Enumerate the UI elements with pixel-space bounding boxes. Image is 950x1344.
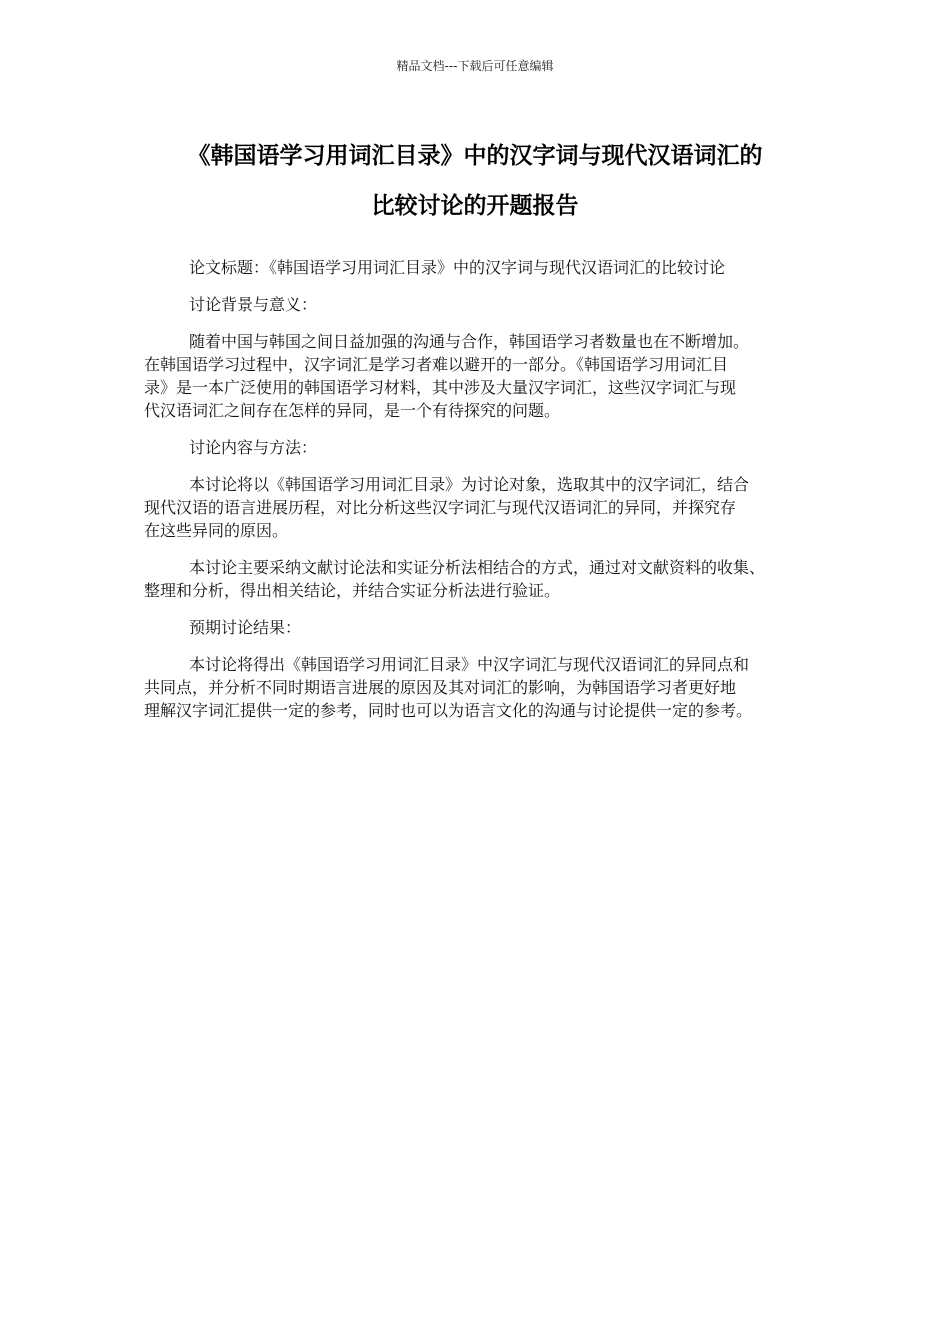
method-paragraph (144, 556, 808, 602)
expected-results-paragraph (144, 653, 808, 722)
paragraph-line: 现代汉语的语言进展历程，对比分析这些汉字词汇与现代汉语词汇的异同，并探究存 (144, 498, 737, 517)
content-paragraph (144, 473, 808, 542)
paragraph-line: 整理和分析，得出相关结论，并结合实证分析法进行验证。 (144, 581, 561, 600)
paragraph-line: 讨论背景与意义： (189, 295, 318, 314)
header-note: 精品文档---下载后可任意编辑 (396, 59, 554, 73)
paragraph-line: 本讨论主要采纳文献讨论法和实证分析法相结合的方式，通过对文献资料的收集、 (189, 558, 766, 577)
paragraph-line: 本讨论将得出《韩国语学习用词汇目录》中汉字词汇与现代汉语词汇的异同点和 (189, 655, 750, 674)
expected-results-heading (144, 616, 808, 639)
paragraph-line: 本讨论将以《韩国语学习用词汇目录》为讨论对象，选取其中的汉字词汇，结合 (189, 475, 750, 494)
paragraph-line: 预期讨论结果： (189, 618, 302, 637)
document-body (144, 256, 808, 736)
paragraph-line: 代汉语词汇之间存在怎样的异同，是一个有待探究的问题。 (144, 401, 561, 420)
title-line: 比较讨论的开题报告 (371, 193, 579, 219)
paragraph-line: 随着中国与韩国之间日益加强的沟通与合作，韩国语学习者数量也在不断增加。 (189, 332, 750, 351)
paragraph-line: 理解汉字词汇提供一定的参考，同时也可以为语言文化的沟通与讨论提供一定的参考。 (144, 701, 753, 720)
title-line: 《韩国语学习用词汇目录》中的汉字词与现代汉语词汇的 (187, 143, 763, 169)
paragraph-line: 录》是一本广泛使用的韩国语学习材料，其中涉及大量汉字词汇，这些汉字词汇与现 (144, 378, 737, 397)
background-heading (144, 293, 808, 316)
paragraph-line: 在韩国语学习过程中，汉字词汇是学习者难以避开的一部分。《韩国语学习用词汇目 (144, 355, 729, 374)
background-paragraph (144, 330, 808, 422)
content-method-heading (144, 436, 808, 459)
paragraph-line: 共同点，并分析不同时期语言进展的原因及其对词汇的影响，为韩国语学习者更好地 (144, 678, 737, 697)
paragraph-line: 讨论内容与方法： (189, 438, 318, 457)
paper-title-paragraph (144, 256, 808, 279)
document-title (150, 131, 800, 231)
paragraph-line: 论文标题：《韩国语学习用词汇目录》中的汉字词与现代汉语词汇的比较讨论 (189, 258, 726, 277)
paragraph-line: 在这些异同的原因。 (144, 521, 289, 540)
